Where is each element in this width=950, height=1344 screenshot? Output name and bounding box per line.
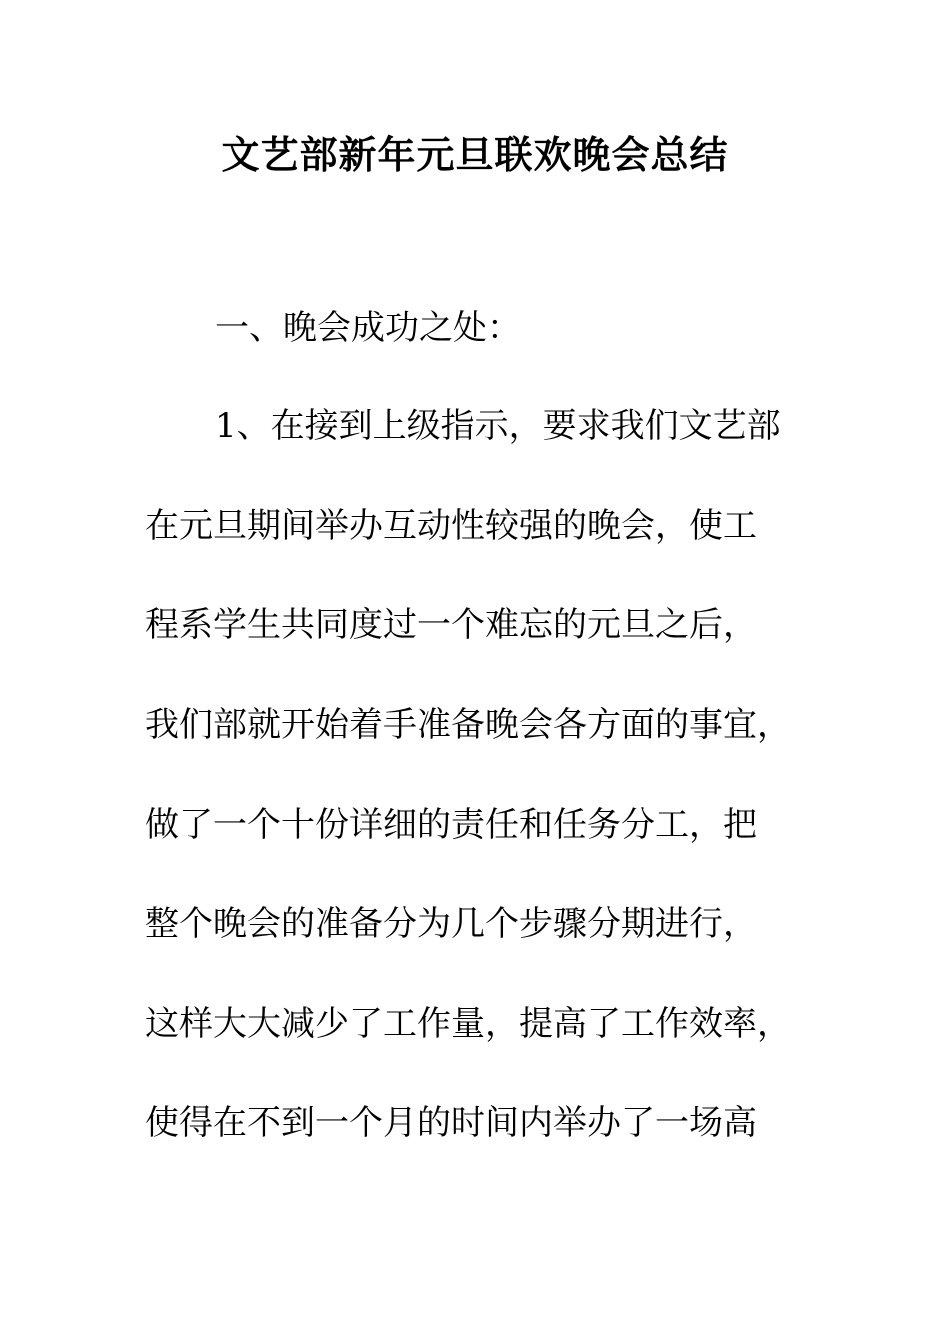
paragraph-line: 1、在接到上级指示，要求我们文艺部	[215, 406, 781, 446]
paragraph-line: 程系学生共同度过一个难忘的元旦之后，	[145, 605, 757, 645]
paragraph-line: 我们部就开始着手准备晚会各方面的事宜，	[145, 705, 791, 745]
paragraph-line: 这样大大减少了工作量，提高了工作效率，	[145, 1004, 791, 1044]
section-heading: 一、晚会成功之处：	[215, 308, 521, 348]
paragraph-line: 在元旦期间举办互动性较强的晚会，使工	[145, 506, 757, 546]
document-title: 文艺部新年元旦联欢晚会总结	[221, 132, 729, 177]
paragraph-line: 整个晚会的准备分为几个步骤分期进行，	[145, 904, 757, 944]
paragraph-line: 做了一个十份详细的责任和任务分工，把	[145, 805, 757, 845]
paragraph-line: 使得在不到一个月的时间内举办了一场高	[145, 1103, 757, 1143]
